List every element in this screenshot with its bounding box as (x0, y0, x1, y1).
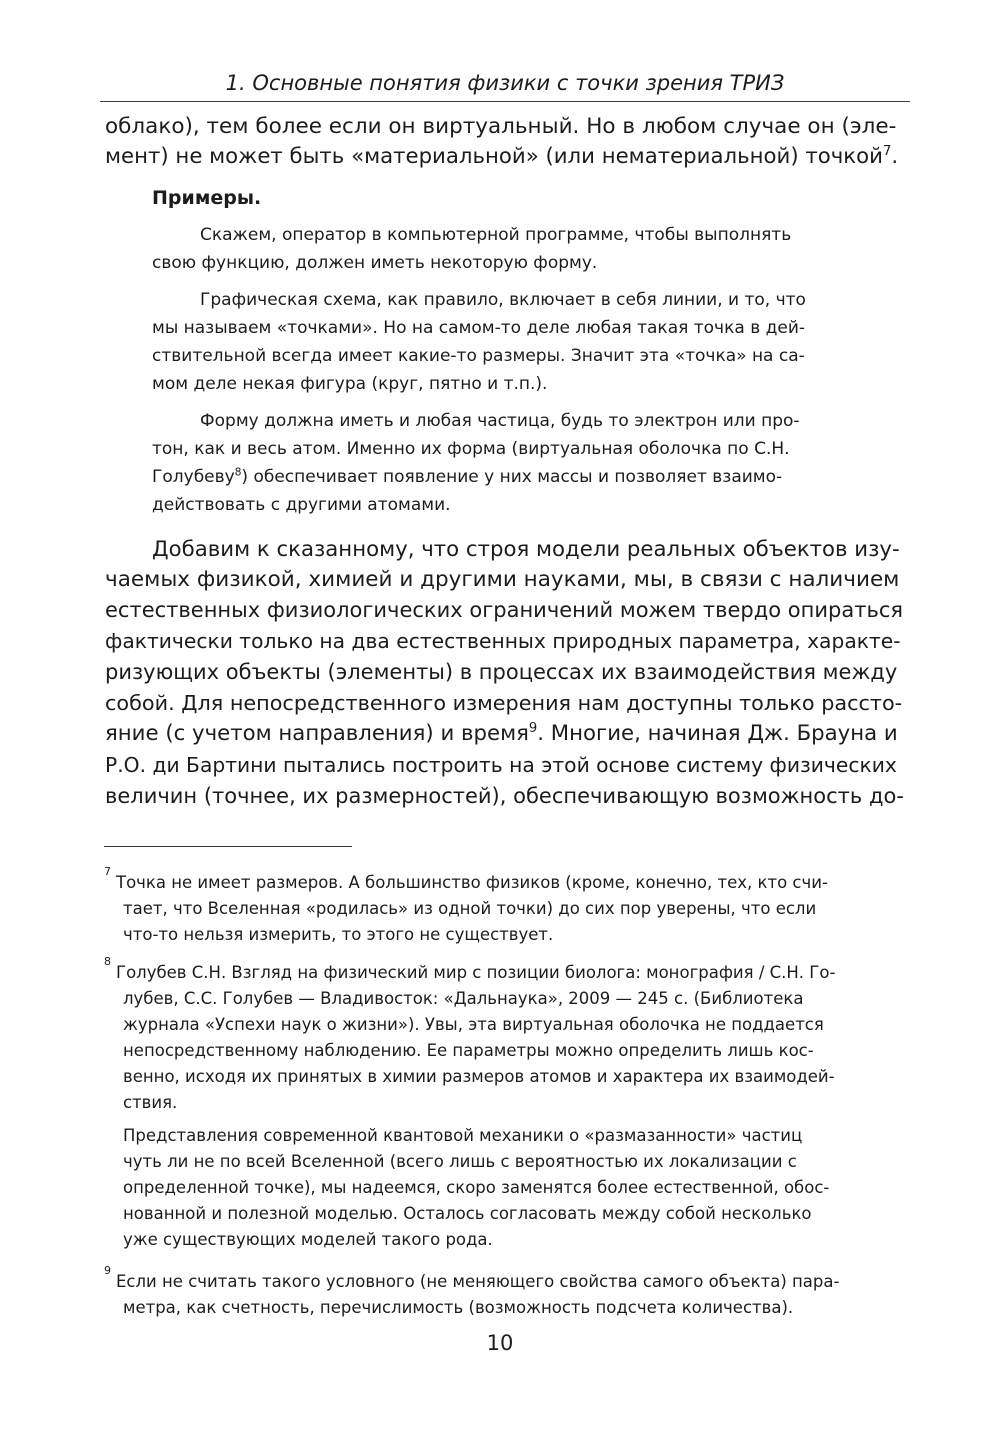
example-line: свою функцию, должен иметь некоторую форму. (152, 253, 598, 273)
footnote-line: непосредственному наблюдению. Ее параметры можно определить лишь кос- (123, 1041, 814, 1060)
footnote-ref[interactable]: 8 (234, 466, 242, 479)
page-number: 10 (486, 1331, 514, 1355)
body-line: чаемых физикой, химией и другими науками, мы, в связи с наличием (105, 567, 900, 592)
running-header: 1. Основные понятия физики с точки зрения ТРИЗ (225, 71, 785, 95)
footnote-number: 8 (104, 955, 111, 968)
footnote-ref[interactable]: 9 (528, 720, 538, 736)
footnote-line: тает, что Вселенная «родилась» из одной точки) до сих пор уверены, что если (123, 899, 817, 918)
footnote-line: определенной точке), мы надеемся, скоро заменятся более естественной, обос- (123, 1178, 830, 1197)
footnote-line: метра, как счетность, перечислимость (возможность подсчета количества). (123, 1298, 794, 1317)
footnote-number: 7 (104, 865, 111, 878)
body-line: естественных физиологических ограничений можем твердо опираться (105, 598, 904, 622)
example-line (152, 464, 904, 491)
footnote-ref[interactable]: 7 (882, 143, 892, 159)
footnote-line: уже существующих моделей такого рода. (123, 1230, 493, 1249)
example-text: Голубеву (152, 467, 235, 487)
intro-line (105, 142, 905, 172)
intro-text: мент) не может быть «материальной» (или нематериальной) точкой (105, 144, 883, 169)
examples-heading: Примеры. (152, 187, 262, 209)
footnote-line: Точка не имеет размеров. А большинство физиков (кроме, конечно, тех, кто счи- (116, 873, 828, 892)
body-text: . Многие, начиная Дж. Брауна и (537, 721, 898, 746)
footnote-line: журнала «Успехи наук о жизни»). Увы, эта виртуальная оболочка не поддается (123, 1015, 824, 1034)
intro-line (105, 112, 905, 142)
example-line: тон, как и весь атом. Именно их форма (виртуальная оболочка по С.Н. (152, 439, 790, 459)
body-line: Добавим к сказанному, что строя модели реальных объектов изу- (152, 537, 900, 562)
example-line: мом деле некая фигура (круг, пятно и т.п.). (152, 374, 548, 394)
body-line: величин (точнее, их размерностей), обеспечивающую возможность до- (105, 784, 904, 808)
example-line: Скажем, оператор в компьютерной программе, чтобы выполнять (200, 225, 792, 245)
body-line: Р.О. ди Бартини пытались построить на этой основе систему физических (105, 753, 897, 777)
body-line: фактически только на два естественных природных параметра, характе- (105, 629, 901, 653)
footnote-line: чуть ли не по всей Вселенной (всего лишь с вероятностью их локализации с (123, 1152, 797, 1171)
intro-punct: . (891, 144, 899, 169)
example-line: Графическая схема, как правило, включает в себя линии, и то, что (200, 290, 806, 310)
footnote-separator (104, 846, 352, 847)
body-line: ризующих объекты (элементы) в процессах их взаимодействия между (105, 660, 898, 684)
example-line: мы называем «точками». Но на самом-то деле любая такая точка в дей- (152, 318, 806, 338)
footnote-line: венно, исходя их принятых в химии размеров атомов и характера их взаимодей- (123, 1067, 835, 1086)
footnote-line: лубев, С.С. Голубев — Владивосток: «Дальнаука», 2009 — 245 с. (Библиотека (123, 989, 804, 1008)
footnote-line: Представления современной квантовой механики о «размазанности» частиц (123, 1126, 803, 1145)
body-line: собой. Для непосредственного измерения нам доступны только рассто- (105, 691, 903, 715)
example-line: ствительной всегда имеет какие-то размеры. Значит эта «точка» на са- (152, 346, 805, 366)
example-line: Форму должна иметь и любая частица, будь то электрон или про- (200, 411, 800, 431)
example-text: ) обеспечивает появление у них массы и позволяет взаимо- (241, 467, 783, 487)
footnote-number: 9 (104, 1264, 111, 1277)
body-line (105, 719, 905, 749)
footnote-line: ствия. (123, 1093, 178, 1112)
footnote-line: что-то нельзя измерить, то этого не существует. (123, 925, 554, 944)
footnote-line: Голубев С.Н. Взгляд на физический мир с позиции биолога: монография / С.Н. Го- (116, 963, 836, 982)
example-line: действовать с другими атомами. (152, 495, 451, 515)
footnote-line: Если не считать такого условного (не меняющего свойства самого объекта) пара- (116, 1272, 840, 1291)
intro-text: облако), тем более если он виртуальный. Но в любом случае он (эле- (105, 114, 897, 139)
header-rule (100, 101, 910, 102)
body-text: яние (с учетом направления) и время (105, 721, 529, 746)
footnote-line: нованной и полезной моделью. Осталось согласовать между собой несколько (123, 1204, 812, 1223)
